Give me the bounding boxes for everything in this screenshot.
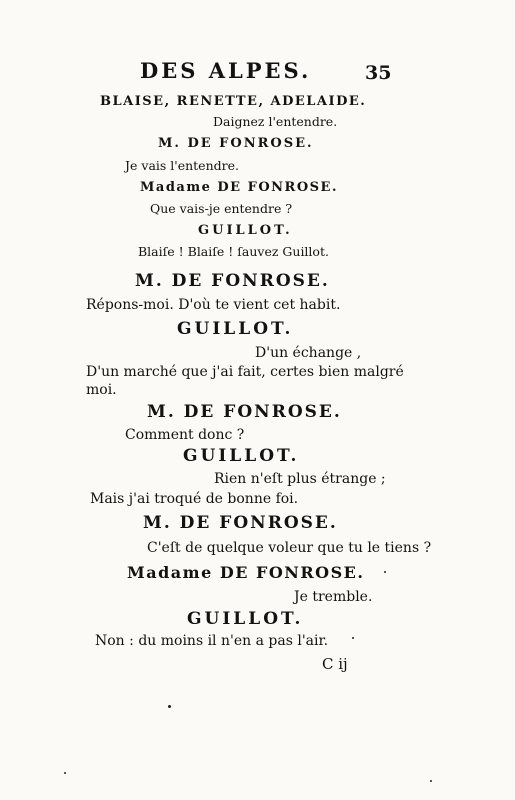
speaker-heading: Madame DE FONROSE. — [140, 180, 338, 195]
page-number: 35 — [365, 62, 392, 84]
verse-line: Daignez l'entendre. — [213, 114, 338, 129]
ink-speck — [430, 780, 432, 782]
verse-line: moi. — [86, 382, 117, 398]
speaker-heading: M. DE FONROSE. — [147, 402, 342, 422]
verse-line: Je vais l'entendre. — [125, 158, 239, 173]
speaker-heading: GUILLOT. — [183, 446, 300, 466]
ink-speck — [352, 637, 354, 639]
ink-speck — [384, 571, 386, 573]
verse-line: C'eſt de quelque voleur que tu le tiens ? — [147, 540, 432, 556]
speaker-heading: GUILLOT. — [187, 609, 304, 629]
speaker-heading: BLAISE, RENETTE, ADELAIDE. — [100, 94, 367, 109]
verse-line: D'un marché que j'ai fait, certes bien malgré — [86, 364, 404, 380]
speaker-heading: GUILLOT. — [177, 319, 294, 339]
signature-mark: C ij — [322, 655, 348, 673]
verse-line: Non : du moins il n'en a pas l'air. — [95, 633, 329, 649]
speaker-heading: M. DE FONROSE. — [135, 271, 330, 291]
verse-line: Que vais-je entendre ? — [150, 201, 293, 216]
speaker-heading: M. DE FONROSE. — [158, 136, 314, 151]
verse-line: D'un échange , — [255, 345, 362, 361]
verse-line: Répons-moi. D'où te vient cet habit. — [86, 297, 341, 313]
ink-speck — [64, 772, 66, 774]
speaker-heading: Madame DE FONROSE. — [127, 563, 365, 582]
speaker-heading: GUILLOT. — [198, 223, 293, 238]
ink-speck — [168, 705, 171, 708]
speaker-heading: M. DE FONROSE. — [143, 513, 338, 533]
verse-line: Je tremble. — [294, 589, 373, 605]
verse-line: Rien n'eſt plus étrange ; — [214, 471, 386, 487]
verse-line: Comment donc ? — [125, 427, 245, 443]
running-head: DES ALPES. — [140, 58, 312, 83]
verse-line: Blaiſe ! Blaiſe ! ſauvez Guillot. — [138, 244, 329, 259]
verse-line: Mais j'ai troqué de bonne foi. — [90, 491, 299, 507]
